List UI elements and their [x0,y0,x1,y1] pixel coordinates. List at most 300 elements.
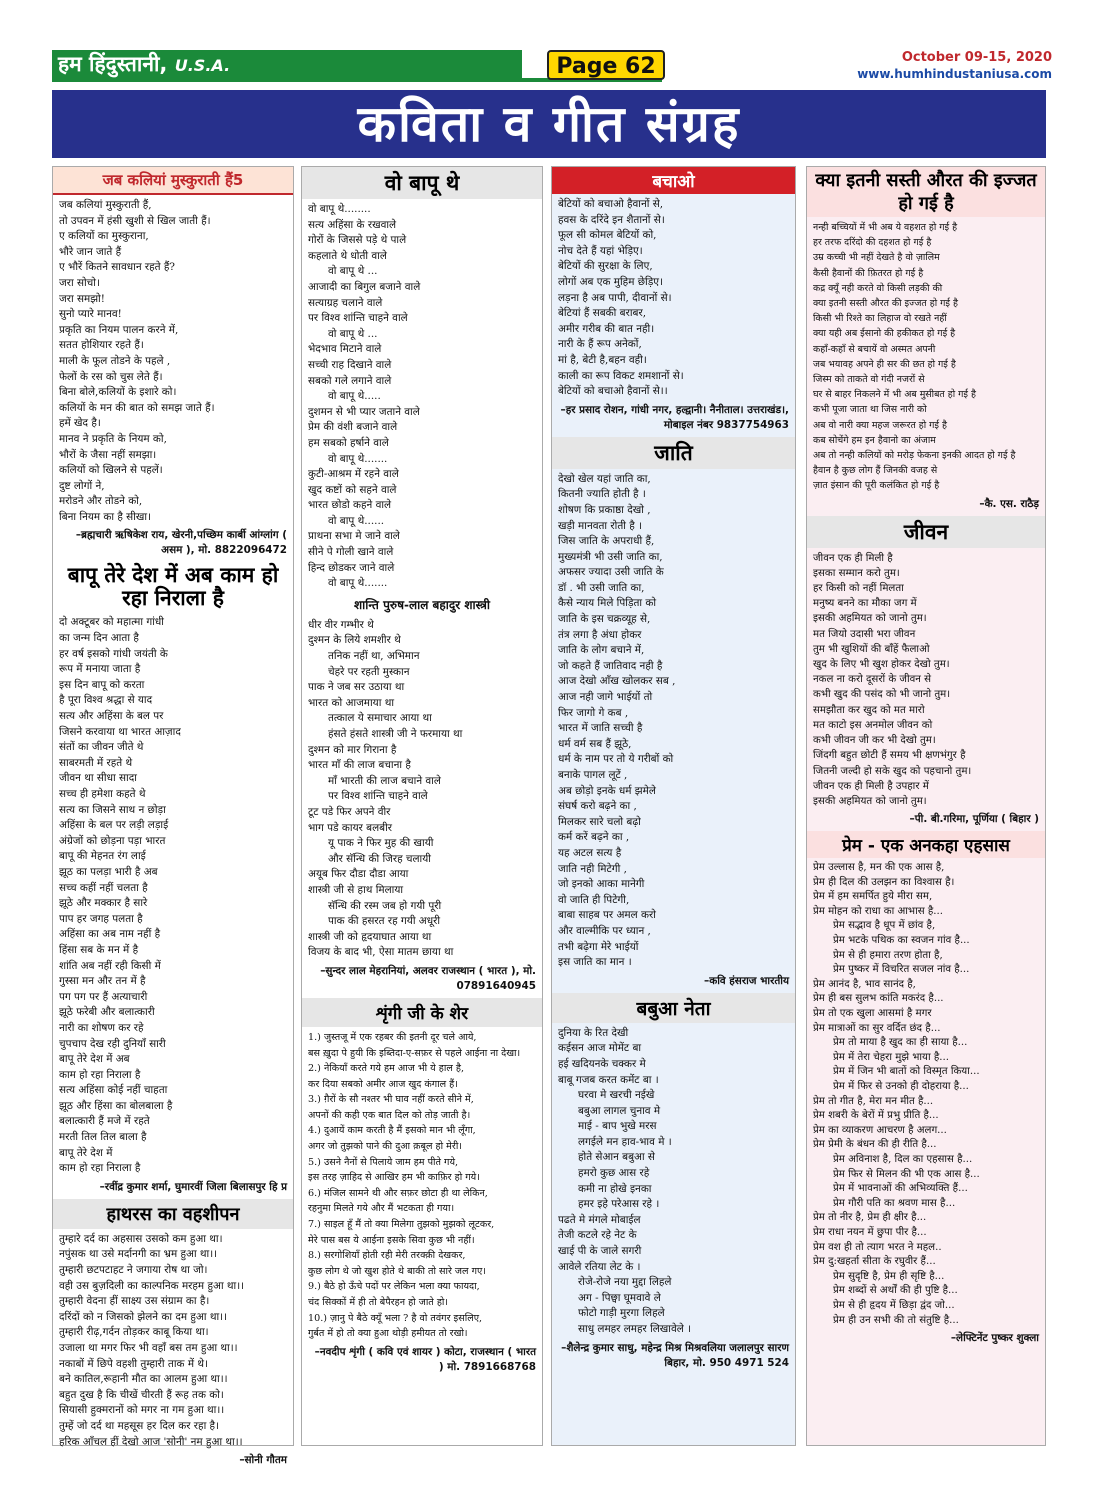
column-4 [806,166,1046,1446]
poem-line: हंसते हंसते शास्त्री जी ने फरमाया था [328,728,463,740]
poem-line: घरवा मे खरची नईखे [578,1089,655,1102]
poem-line: हमरो कुछ आस रहे [578,1167,650,1180]
poem-lines [302,199,542,594]
poem-line: जिंदगी बहुत छोटी हैं समय भी क्षणभंगुर है [813,750,966,762]
poem-line: सच्च कहीं नहीं चलता है [59,881,148,894]
poem-line: तो उपवन में हंसी खुशी से खिल जाती हैं। [59,214,211,227]
poem-line: गुस्सा मन और तन में है [59,975,146,988]
poem-line: संतों का जीवन जीते थे [59,741,144,754]
poem-line: झूठे फरेबी और बलात्कारी [59,1006,155,1019]
poem-line: आजादी का बिगुल बजाने वाले [308,280,421,293]
poem-line: हर किसी को नहीं मिलता [813,583,904,595]
poem-line: सॅन्धि की रस्म जब हो गयी पूरी [328,899,442,912]
poem-line: 9.) बैठे हो ऊँचे पदों पर लेकिन भला क्या फायदा, [308,1281,480,1293]
poem-line: प्रेम ही दिल की उलझन का विश्वास है। [813,876,955,888]
poem-line: कहलाते थे धोती वाले [308,249,387,262]
poem-line: बेटियों की सुरक्षा के लिए, [558,260,653,273]
poem-line: चंद सिक्कों में ही तो बेपैरहन हो जाते हो। [308,1297,449,1308]
poem-line: सत्याग्रह चलाने वाले [308,296,383,309]
poem-line: धीर वीर गम्भीर थे [308,618,374,631]
poem-line: अंग्रेजों को छोड़ना पड़ा भारत [59,834,166,847]
poem-line: भारत माँ की लाज बचाना है [308,759,411,772]
poem-title: प्रेम - एक अनकहा एहसास [807,831,1045,858]
poem-line: हरिक आँचल हीं देखो आज 'सोनी' नम हुआ था।। [59,1435,243,1448]
poem-line: लोगों अब एक मुहिम छेड़िए। [558,275,663,288]
poem-line: 2.) नेकियाँ करते गये हम आज भी ये हाल है, [308,1063,465,1075]
poem-title: जब कलियां मुस्कुराती हैं5 [53,167,293,195]
poem-attribution: –शैलेन्द्र कुमार साधु, महेन्द्र मिश्र मिश्रवलिया जलालपुर सारण बिहार, मो. 950 4971 524 [561,1341,789,1369]
poem-line: कर दिया सबको अमीर आज खुद कंगाल हैं। [308,1078,458,1090]
poem-line: पाप हर जगह पलता है [59,912,143,925]
poem-line: काम हो रहा निराला है [59,1068,141,1081]
poem-title: जाति [552,437,795,469]
poem-line: प्रेम तो नीर है, प्रेम ही क्षीर है... [813,1212,927,1224]
poem-line: तुम्हें जो दर्द था महसूस हर दिल कर रहा है। [59,1419,220,1432]
poem-line: सबको गले लगाने वाले [308,374,392,387]
poem-line: जाति नही मिटेगी , [558,862,627,875]
poem-line: प्रेम शबरी के बेरों में प्रभु प्रीति है... [813,1110,939,1122]
poem-lines [302,615,542,963]
poem-attribution: –नवदीप शृंगी ( कवि एवं शायर ) कोटा, राजस्थान ( भारत ) मो. 7891668768 [314,1345,536,1373]
poem-line: बेटियों को बचाओ हैवानों से।। [558,385,668,398]
section-banner: कविता व गीत संग्रह [52,90,1046,158]
poem-line: जाति के लोग बचाने में, [558,644,645,657]
poem-line: प्रेम गौरी पति का श्रवण मास है... [833,1197,956,1209]
poem-title: बापू तेरे देश में अब काम हो रहा निराला है [67,563,279,611]
poem-line: ज़ात इंसान की पूरी कलंकित हो गई है [813,480,940,492]
poem-line: माँ भारती की लाज बचाने वाले [328,774,441,787]
poem-line: मरती तिल तिल बाला है [59,1131,147,1144]
poem-line: आज नही जागे भाईयों तो [558,691,653,704]
poem-line: दुशमन से भी प्यार जताने वाले [308,405,420,418]
poem-line: पर विश्व शांन्ति चाहने वाले [328,790,428,803]
poem-line: रूप में मनाया जाता है [59,663,141,676]
poem-line: कभी पूजा जाता था जिस नारी को [813,404,927,416]
poem-line: का जन्म दिन आता है [59,632,139,645]
poem-subtitle: शान्ति पुरुष-लाल बहादुर शास्त्री [353,597,490,612]
masthead [52,50,1052,86]
poem-line: मत जियो उदासी भरा जीवन [813,628,916,640]
poem-line: सीने पे गोली खाने वाले [308,546,394,559]
poem-title: क्या इतनी सस्ती औरत की इज्जत हो गई है [807,167,1045,217]
poem-line: पाक की हसरत रह गयी अधूरी [328,915,441,928]
poem-line: 5.) उसने नैनों से पिलाये जाम हम पीते गये, [308,1156,459,1168]
poem-line: दुष्ट लोगों ने, [59,479,105,492]
poem-line: प्रेम में भावनाओं की अभिव्यक्ति हैं... [833,1183,968,1195]
poem-line: बाबू गजब करत कमेंट बा । [558,1073,659,1086]
brand-bar [52,50,522,78]
poem-line: नकाबों में छिपे वहशी तुम्हारी ताक में थे। [59,1357,208,1370]
poem-line: प्रेम में जिन भी बातों को विस्मृत किया... [833,1066,980,1078]
poem-attribution: –लेफ्टिनेंट पुष्कर शुक्ला [950,1332,1039,1345]
poem-line: शास्त्री जी से हाथ मिलाया [308,883,404,896]
poem-line: प्रेम राधा नयन में छुपा पीर है... [813,1226,927,1238]
poem-line: जीवन एक ही मिली है उपहार में [813,780,929,792]
poem-line: बहुत दुख है कि चीखें चीरती हैं रूह तक को। [59,1388,224,1401]
poem-line: देखो खेल यहां जाति का, [558,472,651,485]
poem-line: भौरे जान जाते हैं [59,245,122,258]
poem-line: पर विश्व शांन्ति चाहने वाले [308,312,408,325]
poem-line: प्रेम से ही हमारा तरण होता है, [833,949,943,961]
poem-line: हिंसा सब के मन में है [59,943,139,956]
column-3 [551,166,796,1446]
poem-line: डॉ . भी उसी जाति का, [558,581,645,594]
poem-line: इस तरह ज़ाहिद से आखिर हम भी काफ़िर हो गये। [308,1172,480,1184]
poem-lines [552,469,795,973]
poem-line: फोटो गाड़ी मुरगा लिहले [578,1307,665,1320]
poem-line: तेजी कटले रहे नेट के [558,1229,637,1242]
poem-line: जीवन था सीधा सादा [59,772,137,785]
poem-line: प्रेम तो माया है खुद का ही साया है... [833,1037,968,1049]
poem-line: धर्म वर्म सब हैं झूठे, [558,737,632,750]
poem-attribution: –रवींद्र कुमार शर्मा, घुमारवीं जिला बिलासपुर हि प्र [99,1180,287,1193]
poem-line: जिस्म को ताकते वो गंदी नजरों से [813,374,925,386]
poem-line: कैसी हैवानों की फ़ितरत हो गई है [813,267,924,279]
poem-line: सत्य अहिंसा कोई नहीं चाहता [59,1084,168,1097]
poem-line: नपुंसक था उसे मर्दानगी का भ्रम हुआ था।। [59,1248,218,1261]
poem-line: कहाँ-कहाँ से बचायें वो अस्मत अपनी [813,343,936,355]
poem-lines [53,1229,293,1452]
poem-line: बस ख़ुदा पे हुयी कि इब्तिदा-ए-सफ़र से पहले आईना ना देखा। [308,1047,521,1059]
poem-line: मानव ने प्रकृति के नियम को, [59,432,167,445]
poem-line: इस दिन बापू को करता [59,678,145,691]
poem-attribution: –पी. बी.गरिमा, पूर्णिया ( बिहार ) [909,813,1039,826]
poem-line: बापू की मेहनत रंग लाई [59,850,146,863]
poem-line: लगईले मन हाव-भाव मे । [578,1135,672,1148]
poem-line: प्रेम फिर से मिलन की भी एक आस है... [833,1168,980,1180]
poem-line: अब छोड़ो इनके धर्म झमेले [558,784,656,797]
poem-line: गुर्बत में हो तो क्या हुआ थोड़ी हमीयत तो रखो। [308,1328,468,1340]
poem-line: कईसन आज मोमेंट बा [558,1042,642,1055]
poem-line: माई - बाप भुखे मरस [578,1120,657,1133]
poem-line: प्रेम तो गीत है, मेरा मन मीत है... [813,1095,934,1107]
poem-line: बिना नियम का है सीखा। [59,510,152,523]
poem-line: दुश्मन को मार गिराना है [308,743,397,756]
poem-line: इस जाति का मान । [558,956,632,969]
poem-lines [53,195,293,527]
poem-line: जाति के इस चक्रव्यूह से, [558,613,651,626]
poem-line: कितनी ज्याति होती है । [558,488,646,501]
poem-line: प्रेम उल्लास है, मन की एक आस है, [813,862,945,874]
poem-lines [807,548,1045,811]
poem-line: और वाल्मीकि पर ध्यान , [558,924,651,937]
poem-line: अगर जो तुझको पाने की दुआ क़बूल हो मेरी। [308,1141,462,1153]
poem-line: प्रेम भटके पथिक का स्वजन गांव है... [833,935,970,947]
poem-lines [53,612,293,1178]
poem-line: कलियों के मन की बात को समझ जाते हैं। [59,401,215,414]
poem-line: इसकी अहमियत को जानो तुम। [813,795,927,807]
poem-line: कभी खुद की पसंद को भी जानो तुम। [813,689,951,701]
poem-line: किसी भी रिश्ते का लिहाज वो रखते नहीं [813,313,947,325]
poem-line: सच्ची राह दिखाने वाले [308,358,392,371]
poem-line: तंत्र लगा है अंधा होकर [558,628,642,641]
poem-line: नन्ही बच्चियों में भी अब ये वहशत हो गई है [813,222,958,233]
poem-line: प्रेम सद्भाव है धूप में छांव है, [833,920,936,932]
poem-line: कैसे न्याय मिले पिड़िता को [558,597,657,610]
poem-line: जीवन एक ही मिली है [813,552,893,564]
poem-attribution: –कवि हंसराज भारतीय [704,974,789,987]
poem-line: संघर्ष करो बढ़ने का , [558,800,637,813]
poem-line: बाबा साहब पर अमल करो [558,909,656,922]
poem-line: बबुआ लागल चुनाव मे [578,1104,661,1117]
poem-line: माली के फूल तोडने के पहले , [59,354,171,367]
poem-attribution: –कै. एस. राठैड़ [979,497,1039,510]
poem-line: लड़ना है अब पापी, दीवानों से। [558,291,672,304]
poem-line: बेटियां हैं सबकी बराबर, [558,307,646,320]
poem-line: कुछ लोग थे जो खुश होते थे बाकी तो सारे जल गए। [308,1265,486,1277]
poem-line: मत काटो इस अनमोल जीवन को [813,719,933,731]
poem-line: हर तरफ दरिंदो की दहशत हो गई है [813,237,932,249]
poem-line: घर से बाहर निकलने में भी अब मुसीबत हो गई है [813,389,976,401]
poem-line: प्रेम का व्याकरण आचरण है अलग... [813,1124,947,1136]
poem-lines [552,1023,795,1340]
poem-line: फूल सी कोमल बेटियों को, [558,229,657,242]
poem-line: 6.) मंजिल सामने थी और सफ़र छोटा ही था लेकिन, [308,1187,488,1199]
poem-line: फेलों के रस को चुस लेते हैं। [59,370,163,383]
poem-line: दरिंदों को न जिसको झेलने का दम हुआ था।। [59,1310,228,1323]
poem-line: गोरों के जिससे पड़े थे पाले [308,234,407,247]
poem-line: विजय के बाद भी, ऐसा मातम छाया था [308,946,454,959]
poem-line: कमी ना होखे इनका [578,1182,652,1195]
poem-line: सच्च ही हमेशा कहते थे [59,788,146,800]
poem-line: कर्म करें बढ़ने का , [558,831,630,844]
poem-line: मरोडने और तोडने को, [59,495,143,508]
poem-line: प्रेम वश ही तो त्याग भरत ने महल.. [813,1241,942,1253]
poem-line: कुटी-आश्रम में रहने वाले [308,468,399,481]
poem-line: है पूरा विश्व श्रद्धा से याद [59,694,153,707]
poem-line: समझौता कर खुद को मत मारो [813,704,925,716]
poem-line: प्रेम अविनाश है, दिल का एहसास है... [833,1153,973,1165]
poem-line: इसका सम्मान करो तुम। [813,567,900,579]
poem-line: धर्म के नाम पर तो ये गरीबों को [558,753,674,766]
poem-line: नोच देते हैं यहां भेड़िए। [558,244,643,257]
poem-line: तुम्हारी छटपटाहट ने जगाया रोष था जो। [59,1264,208,1277]
poem-line: तुम्हारी वेदना हीं साक्ष्य उस संग्राम का है। [59,1295,210,1308]
poem-line: झूठ का पलड़ा भारी है अब [59,865,158,878]
poem-line: हिन्द छोडकर जाने वाले [308,561,395,574]
poem-line: आज देखो आँख खोलकर सब , [558,675,676,688]
poem-line: वो जाति ही पिटेगी, [558,893,630,906]
poem-attribution: –सुन्दर लाल मेहरानियां, अलवर राजस्थान ( भारत ), मो. 07891640945 [320,964,536,992]
issue-date: October 09-15, 2020 [901,50,1052,65]
poem-lines [807,217,1045,496]
poem-line: शांति अब नहीं रही किसी में [59,959,161,972]
poem-line: साबरमती में रहते थे [59,756,133,769]
poem-line: इसकी अहमियत को जानो तुम। [813,613,927,625]
poem-line: मिलकर सारे चलो बढ़ो [558,815,641,828]
poem-line: तभी बढ़ेगा मेरे भाईयों [558,940,639,953]
poem-line: बलात्कारी हैं मजे में रहते [59,1115,150,1128]
poem-line: 8.) सरगोशियाँ होती रही मेरी तरक्क़ी देखकर, [308,1250,466,1262]
poem-line: प्रेम में तेरा चेहरा मुझे भाया है... [833,1051,949,1063]
poem-line: प्रेम प्रेमी के बंधन की ही रीति है... [813,1139,937,1151]
poem-line: तत्काल ये समाचार आया था [328,712,432,725]
poem-line: चुपचाप देख रही दुनियाँ सारी [59,1037,166,1050]
poem-line: कलियों को खिलने से पहलें। [59,464,163,477]
poem-line: जब भयावह अपने ही सर की छत हो गई है [813,358,956,370]
poem-line: पग पग पर हैं अत्याचारी [59,990,148,1003]
poem-line: हई खदियनके चक्कर मे [558,1057,646,1070]
poem-line: प्राथना सभा मे जाने वाले [308,530,400,543]
poem-line: काम हो रहा निराला है [59,1162,141,1175]
poem-line: प्रेम ही बस सुलभ कांति मकरंद है... [813,993,944,1005]
poem-line: सियासी हुक्मरानों को मगर ना गम हुआ था।। [59,1404,225,1417]
poem-line: प्रेम आनंद है, भाव सानंद है, [813,978,916,990]
poem-line: वही उस बुज़दिली का काल्पनिक मरहम हुआ था।। [59,1279,245,1292]
poem-line: भारत को आजमाया था [308,696,395,709]
poem-line: यू पाक ने फिर मुह की खायी [328,837,434,850]
poem-line: दुश्मन के लिये शमशीर थे [308,634,401,647]
poem-line: पाक ने जब सर उठाया था [308,681,405,694]
poem-line: होते सेआन बबुआ से [578,1151,655,1164]
poem-line: जिसने करवाया था भारत आज़ाद [59,725,181,738]
poem-line: खाई पी के जाले सगरी [558,1245,642,1258]
column-1 [52,166,294,1467]
poem-line: बेटियों को बचाओ हैवानों से, [558,198,664,210]
poem-line: शास्त्री जी को हृदयाघात आया था [308,930,432,943]
poem-line: हवस के दरिंदे इन शैतानों से। [558,213,665,226]
poem-line: जरा सोचो। [59,276,100,289]
poem-line: 3.) ग़ैरों के सौ नश्तर भी घाव नहीं करते सीने में, [308,1094,474,1106]
poem-line: प्रेम मोहन को राधा का आभास है... [813,905,943,917]
poem-line: आवेले रतिया लेट के । [558,1260,641,1273]
poem-attribution: –सोनी गौतम [239,1454,287,1467]
website-link[interactable]: www.humhindustaniusa.com [857,67,1052,81]
poem-line: प्रेम में फिर से उनको ही दोहराया है... [833,1081,969,1093]
poem-line: भेदभाव मिटाने वाले [308,343,382,356]
poem-lines [552,194,795,402]
poem-line: 1.) जुस्तजू में एक रहबर की इतनी दूर चले आये, [308,1031,477,1043]
poem-line: खुद कष्टों को सहने वाले [308,483,397,496]
poem-line: 4.) दुआयें काम करती है मैं इसको मान भी लूँगा, [308,1125,476,1137]
poem-title: हाथरस का वहशीपन [53,1199,293,1229]
brand-suffix: U.S.A. [174,56,231,75]
poem-line: जो कहते हैं जातिवाद नही है [558,659,663,672]
poem-line: अहिंसा का अब नाम नहीं है [59,928,161,941]
poem-line: तुम्हारे दर्द का अहसास उसको कम हुआ था। [59,1232,223,1245]
poem-attribution: –ब्रह्मचारी ऋषिकेश राय, खेरनी,पच्छिम कार्बी आंग्लांग ( असम ), मो. 8822096472 [75,529,287,557]
poem-line: अग - पिछ्वा घूमवावे ले [578,1291,661,1304]
poem-line: अफसर ज्यादा उसी जाति के [558,566,664,579]
poem-line: ए कलियों का मुस्कुराना, [59,230,149,243]
poem-title: वो बापू थे [302,167,542,199]
poem-line: कब सोचेंगे हम इन हैवानो का अंजाम [813,434,936,446]
poem-line: क्या इतनी सस्ती औरत की इज्जत हो गई है [813,298,958,310]
poem-line: वो बापू थे..... [328,390,381,403]
poem-line: रोजे-रोजे नया मुद्दा लिहले [578,1276,672,1289]
poem-line: सुनो प्यारे मानव! [59,308,122,321]
poem-line: बनाके पागल लूटें , [558,769,628,781]
poem-line: प्रेम की वंशी बजाने वाले [308,421,398,434]
poem-line: क्या यही अब ईसानो की हकीकत हो गई है [813,328,956,340]
poem-line: यह अटल सत्य है [558,846,622,859]
poem-line: मेरे पास बस ये आईना इसके सिवा कुछ भी नहीं। [308,1234,475,1246]
poem-line: बने कातिल,रूहानी मौत का आलम हुआ था।। [59,1373,228,1386]
poem-line: बापू तेरे देश में अब [59,1053,130,1066]
poem-line: नारी के हैं रूप अनेकों, [558,338,642,351]
poem-line: शोषण कि प्रकाष्ठा देखो , [558,503,651,516]
poem-line: चेहरे पर रहती मुस्कान [328,665,410,678]
poem-line: वो बापू थे...... [328,514,385,527]
poem-line: हमें खेद है। [59,417,101,430]
poem-line: साधु लमहर लमहर लिखावेले । [578,1323,692,1335]
poem-line: जो इनको आका मानेगी [558,878,645,891]
poem-line: ए भौरें कितने सावधान रहते हैं? [59,261,175,274]
column-2 [301,166,543,1446]
poem-line: प्रेम दु:खहर्ता सीता के रघुवीर हैं... [813,1256,936,1268]
poem-line: जरा समझो! [59,292,105,305]
poem-line: बापू तेरे देश में [59,1146,113,1159]
poem-line: प्रकृति का नियम पालन करने में, [59,323,179,336]
poem-line: वो बापू थे....... [328,452,388,465]
poem-line: अब तो नन्ही कलियों को मरोड़ फेकना इनकी आदत हो गई है [813,450,1016,462]
poem-line: मनुष्य बनने का मौका जग में [813,598,917,610]
poem-line: प्रेम मात्राओं का सुर वर्दित छंद है... [813,1022,941,1034]
poem-title: बबुआ नेता [552,993,795,1023]
poem-line: वो बापू थे ... [328,265,378,278]
poem-line: उम्र कच्ची भी नहीं देखते है वो ज़ालिम [813,252,940,264]
poem-line: अपनों की कही एक बात दिल को तोड़ जाती है। [308,1109,471,1121]
poem-line: हमर इहे परेआस रहे । [578,1198,660,1211]
poem-line: खुद के लिए भी खुश होकर देखो तुम। [813,659,950,671]
poem-line: पढते मे मंगले मोबाईल [558,1213,641,1226]
poem-line: हैवान है कुछ लोग हैं जिनकी वजह से [813,465,938,477]
brand-name: हम हिंदुस्तानी, [58,52,168,76]
poem-line: नकल ना करो दूसरों के जीवन से [813,674,932,686]
poem-line: फिर जागो गे कब , [558,706,629,719]
poem-line: तुम भी खुशियों की बाँहें फैलाओ [813,643,930,655]
poem-line: अमीर गरीब की बात नही। [558,322,655,335]
poem-line: वो बापू थे....... [328,577,388,590]
poem-line: भाग पडे कायर बलबीर [308,821,393,834]
poem-line: कद्र क्यूँ नही करते वो किसी लड़की की [813,282,943,294]
poem-line: वो बापू थे........ [308,203,371,215]
poem-title: जीवन [807,516,1045,548]
poem-line: वो बापू थे ... [328,327,378,340]
poem-line: मां है, बेटी है,बहन वही। [558,353,647,366]
poem-line: भौरों के जैसा नहीं समझा। [59,448,157,461]
poem-lines [807,858,1045,1330]
poem-line: अब वो नारी क्या महज जरूरत हो गई है [813,419,947,431]
poem-lines [302,1027,542,1344]
poem-line: हर वर्ष इसको गांधी जयंती के [59,647,168,660]
poem-line: हम सबको हर्षाने वाले [308,436,389,449]
poem-line: बिना बोले,कलियों के इशारे को। [59,386,177,399]
poem-line: प्रेम पुष्कर में विचरित सजल नांव है... [833,964,970,976]
poem-line: दुनिया के रित देखी [558,1026,629,1039]
poem-line: उजाला था मगर फिर भी वहाँ बस तम हुआ था।। [59,1342,238,1354]
poem-line: कभी जीवन जी कर भी देखो तुम। [813,735,936,747]
poem-line: दो अक्टूबर को महात्मा गांधी [59,616,164,629]
poem-line: भारत छोडो कहने वाले [308,499,392,512]
poem-line: जिस जाति के अपराधी हैं, [558,535,655,548]
poem-title: बचाओ [552,167,795,194]
poem-line: तनिक नहीं था, अभिमान [328,650,420,663]
poem-line: प्रेम तो एक खुला आसमां है मगर [813,1008,932,1020]
poem-line: जब कलियां मुस्कुराती हैं, [59,199,152,211]
poem-line: और सॅन्धि की जिरह चलायी [328,852,431,865]
poem-line: प्रेम ही उन सभी की तो संतुष्टि है... [833,1314,959,1326]
page-number: Page 62 [547,50,665,80]
poem-line: सत्य अहिंसा के रखवाले [308,218,397,231]
poem-line: 7.) साइल हूँ मैं तो क्या मिलेगा तुझको मुझको लूटकर, [308,1219,495,1231]
poem-line: टूट पडे फिर अपने वीर [308,805,391,818]
poem-line: 10.) ज़ानु पे बैठे क्यूँ भला ? है वो तवंगर इसलिए, [308,1312,483,1324]
poem-line: प्रेम में हम समर्पित हुये मीरा सम, [813,891,933,903]
poem-attribution: –हर प्रसाद रोशन, गांधी नगर, हल्द्वानी। नैनीताल। उत्तराखंड।, मोबाइल नंबर 9837754963 [560,403,789,431]
poem-line: मुख्यमंत्री भी उसी जाति का, [558,550,663,563]
poem-line: प्रेम शब्दों से अर्थों की ही पुष्टि है... [833,1285,958,1297]
